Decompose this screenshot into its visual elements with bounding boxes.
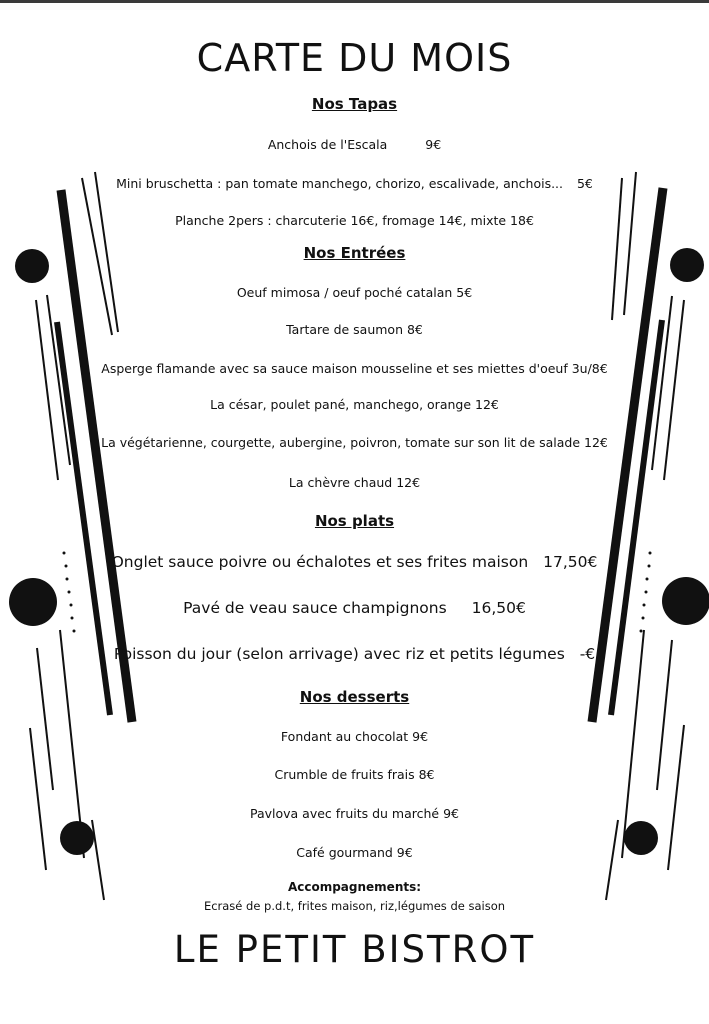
menu-item: [0, 176, 709, 191]
item-name: Onglet sauce poivre ou échalotes et ses frites maison: [111, 553, 529, 571]
menu-item: La végétarienne, courgette, aubergine, poivron, tomate sur son lit de salade 12€: [101, 435, 608, 450]
menu-item: [0, 645, 709, 664]
menu-title: CARTE DU MOIS: [196, 36, 513, 80]
item-price: -€: [579, 645, 596, 663]
deco-thick-stripe-left: [61, 190, 132, 722]
menu-item: Pavlova avec fruits du marché 9€: [250, 806, 459, 821]
item-name: Mini bruschetta : pan tomate manchego, chorizo, escalivade, anchois...: [116, 176, 563, 191]
menu-item: [0, 553, 709, 572]
menu-item: Oeuf mimosa / oeuf poché catalan 5€: [236, 285, 473, 300]
deco-dot: [68, 591, 71, 594]
deco-dot: [66, 578, 69, 581]
menu-item: Asperge flamande avec sa sauce maison mousseline et ses miettes d'oeuf 3u/8€: [101, 361, 608, 376]
menu-item: La chèvre chaud 12€: [288, 475, 421, 490]
menu-item: Fondant au chocolat 9€: [280, 729, 429, 744]
item-price: 9€: [425, 137, 442, 152]
accompaniments-heading: Accompagnements:: [287, 880, 422, 894]
section-heading-entrees: Nos Entrées: [303, 244, 406, 262]
menu-item: [0, 599, 709, 618]
menu-item: [0, 137, 709, 152]
deco-dot: [646, 578, 649, 581]
item-price: 16,50€: [471, 599, 526, 617]
menu-item: Café gourmand 9€: [296, 845, 413, 860]
section-heading-desserts: Nos desserts: [299, 688, 410, 706]
restaurant-name: LE PETIT BISTROT: [173, 928, 536, 971]
deco-dot: [73, 630, 76, 633]
item-name: Anchois de l'Escala: [267, 137, 388, 152]
menu-item: Crumble de fruits frais 8€: [274, 767, 435, 782]
deco-dot: [645, 591, 648, 594]
item-price: 5€: [576, 176, 593, 191]
section-heading-plats: Nos plats: [314, 512, 395, 530]
item-name: Poisson du jour (selon arrivage) avec riz et petits légumes: [113, 645, 565, 663]
deco-dot: [640, 630, 643, 633]
section-heading-tapas: Nos Tapas: [311, 95, 398, 113]
menu-item: La césar, poulet pané, manchego, orange 12€: [210, 397, 499, 412]
item-price: 17,50€: [543, 553, 598, 571]
accompaniments-text: Ecrasé de p.d.t, frites maison, riz,légumes de saison: [203, 899, 506, 913]
item-name: Pavé de veau sauce champignons: [183, 599, 447, 617]
menu-item: Planche 2pers : charcuterie 16€, fromage 14€, mixte 18€: [175, 213, 534, 228]
menu-item: Tartare de saumon 8€: [286, 322, 423, 337]
